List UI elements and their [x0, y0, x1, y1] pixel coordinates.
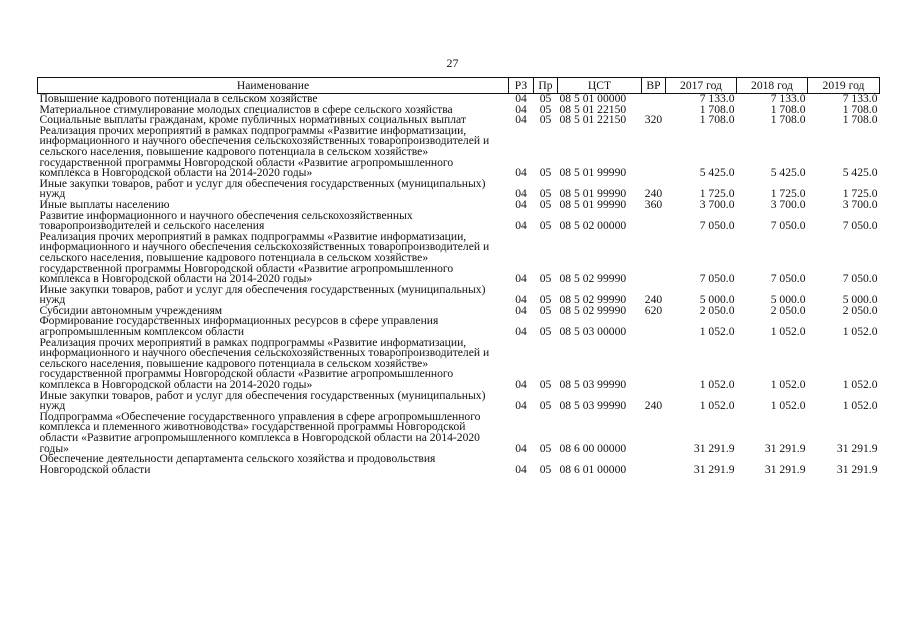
- cell-rz: 04: [515, 303, 527, 317]
- cell-pr: 05: [539, 293, 552, 307]
- cell-2018: 1 052.0: [770, 325, 806, 339]
- cell-vr: [642, 94, 666, 105]
- cell-name: Развитие информационного и научного обеспечения сельскохозяйственных товаропроизводителей и сельского населения: [39, 208, 413, 233]
- cell-pr: 05: [539, 219, 552, 233]
- cell-vr: 620: [644, 303, 663, 317]
- cell-2019: 1 052.0: [842, 378, 878, 392]
- table-row: [38, 232, 880, 285]
- cell-2019: 7 133.0: [842, 92, 878, 105]
- cell-2017: 1 052.0: [699, 378, 735, 392]
- cell-pr: 05: [539, 378, 552, 392]
- table-row: [38, 316, 880, 337]
- cell-pr: 05: [539, 197, 552, 211]
- cell-name: Формирование государственных информационных ресурсов в сфере управления агропромышленным комплексом области: [39, 314, 439, 339]
- cell-name: Реализация прочих мероприятий в рамках подпрограммы «Развитие информатизации, информационного и научного обеспечения сельскохозяйственных товаропроизводителей и сельского населения, повышение кадрового потенциала в сельском хозяйстве» государственной программы Новгородской области «Развитие агропромышленного комплекса в Новгородской области на 2014-2020 годы»: [39, 335, 490, 392]
- cell-2018: 31 291.9: [764, 462, 806, 476]
- header-cst: ЦСТ: [558, 78, 642, 94]
- cell-cst: 08 5 01 99990: [559, 166, 627, 180]
- cell-2018: 7 050.0: [770, 219, 806, 233]
- cell-2017: 31 291.9: [693, 462, 735, 476]
- cell-name: Реализация прочих мероприятий в рамках подпрограммы «Развитие информатизации, информационного и научного обеспечения сельскохозяйственных товаропроизводителей и сельского населения, повышение кадрового потенциала в сельском хозяйстве» государственной программы Новгородской области «Развитие агропромышленного комплекса в Новгородской области на 2014-2020 годы»: [39, 229, 490, 286]
- cell-2019: 1 725.0: [842, 187, 878, 201]
- table-row: [38, 454, 880, 475]
- cell-vr: 320: [644, 113, 663, 127]
- cell-vr: [642, 232, 666, 285]
- cell-2017: 2 050.0: [699, 303, 735, 317]
- cell-cst: 08 5 01 00000: [559, 92, 627, 105]
- cell-2018: 31 291.9: [764, 441, 806, 455]
- cell-2017: 7 133.0: [699, 92, 735, 105]
- cell-2019: 1 708.0: [842, 113, 878, 127]
- header-vr: ВР: [642, 78, 666, 94]
- cell-cst: 08 5 01 22150: [559, 113, 627, 127]
- cell-rz: 04: [515, 441, 527, 455]
- cell-2018: 1 725.0: [770, 187, 806, 201]
- cell-rz: 04: [515, 399, 527, 413]
- cell-rz: 04: [515, 187, 527, 201]
- cell-vr: [642, 126, 666, 179]
- cell-rz: 04: [515, 92, 527, 105]
- budget-table: [37, 77, 880, 475]
- cell-name: Иные закупки товаров, работ и услуг для обеспечения государственных (муниципальных) нужд: [39, 176, 486, 201]
- cell-2019: 5 425.0: [842, 166, 878, 180]
- page-number: 27: [446, 56, 459, 70]
- cell-name: Социальные выплаты гражданам, кроме публичных нормативных социальных выплат: [39, 113, 466, 127]
- cell-name: Материальное стимулирование молодых специалистов в сфере сельского хозяйства: [39, 102, 453, 116]
- header-2018: 2018 год: [737, 78, 808, 94]
- cell-vr: [642, 211, 666, 232]
- cell-cst: 08 5 02 99990: [559, 293, 627, 307]
- cell-rz: 04: [515, 219, 527, 233]
- table-row: [38, 211, 880, 232]
- cell-2018: 1 052.0: [770, 378, 806, 392]
- cell-pr: 05: [539, 187, 552, 201]
- cell-pr: 05: [539, 399, 552, 413]
- cell-name: Реализация прочих мероприятий в рамках подпрограммы «Развитие информатизации, информационного и научного обеспечения сельскохозяйственных товаропроизводителей и сельского населения, повышение кадрового потенциала в сельском хозяйстве» государственной программы Новгородской области «Развитие агропромышленного комплекса в Новгородской области на 2014-2020 годы»: [39, 123, 490, 180]
- cell-pr: 05: [539, 462, 552, 476]
- cell-2017: 1 708.0: [699, 113, 735, 127]
- cell-2019: 1 052.0: [842, 399, 878, 413]
- cell-rz: 04: [515, 166, 527, 180]
- cell-cst: 08 5 02 99990: [559, 303, 627, 317]
- cell-cst: 08 5 03 00000: [559, 325, 627, 339]
- cell-2017: 1 725.0: [699, 187, 735, 201]
- table-row: [38, 412, 880, 454]
- cell-2017: 1 052.0: [699, 325, 735, 339]
- cell-2019: 31 291.9: [836, 441, 878, 455]
- cell-rz: 04: [515, 462, 527, 476]
- cell-2019: 3 700.0: [842, 197, 878, 211]
- cell-2017: 5 425.0: [699, 166, 735, 180]
- cell-2019: 7 050.0: [842, 272, 878, 286]
- cell-2019: 1 052.0: [842, 325, 878, 339]
- cell-2018: 1 052.0: [770, 399, 806, 413]
- cell-cst: 08 5 03 99990: [559, 378, 627, 392]
- cell-pr: 05: [539, 303, 552, 317]
- cell-vr: [642, 454, 666, 475]
- cell-rz: 04: [515, 102, 527, 116]
- cell-rz: 04: [515, 272, 527, 286]
- cell-pr: 05: [539, 441, 552, 455]
- cell-2018: 1 708.0: [770, 113, 806, 127]
- cell-2017: 31 291.9: [693, 441, 735, 455]
- cell-vr: 240: [644, 399, 663, 413]
- cell-name: Иные закупки товаров, работ и услуг для обеспечения государственных (муниципальных) нужд: [39, 282, 486, 307]
- cell-cst: 08 6 00 00000: [559, 441, 627, 455]
- cell-2018: 7 133.0: [770, 92, 806, 105]
- table-row: [38, 179, 880, 200]
- cell-vr: 240: [644, 187, 663, 201]
- cell-pr: 05: [539, 272, 552, 286]
- cell-cst: 08 6 01 00000: [559, 462, 627, 476]
- cell-pr: 05: [539, 325, 552, 339]
- cell-2019: 5 000.0: [842, 293, 878, 307]
- cell-pr: 05: [539, 92, 552, 105]
- header-2017: 2017 год: [666, 78, 737, 94]
- cell-vr: [642, 338, 666, 391]
- cell-name: Повышение кадрового потенциала в сельском хозяйстве: [39, 92, 318, 105]
- cell-cst: 08 5 01 99990: [559, 187, 627, 201]
- cell-rz: 04: [515, 293, 527, 307]
- cell-cst: 08 5 01 99990: [559, 197, 627, 211]
- cell-2018: 5 425.0: [770, 166, 806, 180]
- cell-rz: 04: [515, 197, 527, 211]
- header-2019: 2019 год: [808, 78, 880, 94]
- cell-2017: 5 000.0: [699, 293, 735, 307]
- cell-2018: 3 700.0: [770, 197, 806, 211]
- cell-vr: 360: [644, 197, 663, 211]
- cell-cst: 08 5 02 99990: [559, 272, 627, 286]
- cell-2019: 2 050.0: [842, 303, 878, 317]
- cell-rz: 04: [515, 378, 527, 392]
- cell-name: Подпрограмма «Обеспечение государственного управления в сфере агропромышленного комплекса и племенного животноводства» государственной программы Новгородской области «Развитие агропромышленного комплекса в Новгородской области на 2014-2020 годы»: [39, 409, 481, 455]
- cell-cst: 08 5 03 99990: [559, 399, 627, 413]
- cell-2019: 31 291.9: [836, 462, 878, 476]
- cell-2019: 7 050.0: [842, 219, 878, 233]
- cell-name: Иные выплаты населению: [39, 197, 170, 211]
- table-row: [38, 391, 880, 412]
- cell-2018: 5 000.0: [770, 293, 806, 307]
- cell-2017: 3 700.0: [699, 197, 735, 211]
- header-rz: РЗ: [509, 78, 534, 94]
- cell-rz: 04: [515, 113, 527, 127]
- cell-2017: 7 050.0: [699, 219, 735, 233]
- cell-2017: 7 050.0: [699, 272, 735, 286]
- cell-pr: 05: [539, 113, 552, 127]
- cell-name: Субсидии автономным учреждениям: [39, 303, 223, 317]
- cell-vr: [642, 316, 666, 337]
- cell-2019: 1 708.0: [842, 102, 878, 116]
- cell-2018: 1 708.0: [770, 102, 806, 116]
- table-row: [38, 285, 880, 306]
- cell-vr: 240: [644, 293, 663, 307]
- cell-2017: 1 052.0: [699, 399, 735, 413]
- cell-cst: 08 5 01 22150: [559, 102, 627, 116]
- cell-pr: 05: [539, 166, 552, 180]
- table-row: [38, 126, 880, 179]
- cell-2017: 1 708.0: [699, 102, 735, 116]
- cell-name: Иные закупки товаров, работ и услуг для обеспечения государственных (муниципальных) нужд: [39, 388, 486, 413]
- cell-rz: 04: [515, 325, 527, 339]
- header-pr: Пр: [534, 78, 558, 94]
- cell-2018: 2 050.0: [770, 303, 806, 317]
- cell-vr: [642, 412, 666, 454]
- table-row: [38, 338, 880, 391]
- cell-name: Обеспечение деятельности департамента сельского хозяйства и продовольствия Новгородской области: [39, 452, 436, 476]
- cell-2018: 7 050.0: [770, 272, 806, 286]
- cell-cst: 08 5 02 00000: [559, 219, 627, 233]
- cell-pr: 05: [539, 102, 552, 116]
- header-name: Наименование: [38, 78, 509, 94]
